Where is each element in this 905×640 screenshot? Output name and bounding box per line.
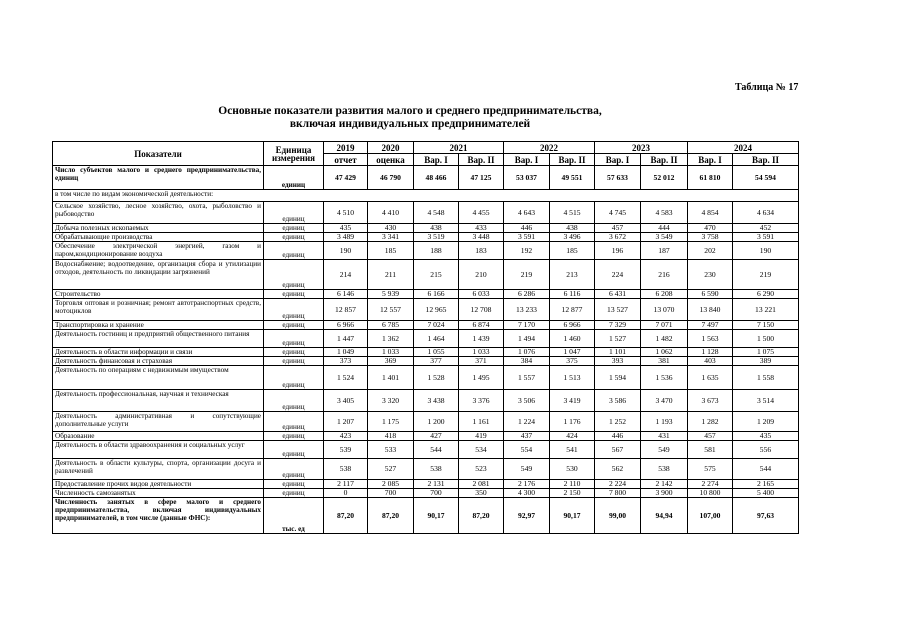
value-cell: 2 081 [459,480,504,489]
value-cell: 3 514 [733,390,799,412]
value-cell: 6 966 [324,321,368,330]
value-cell: 3 900 [641,489,688,498]
value-cell: 5 400 [733,489,799,498]
value-cell: 6 116 [550,290,595,299]
value-cell: 700 [368,489,414,498]
value-cell: 375 [550,357,595,366]
value-cell: 87,20 [324,498,368,534]
value-cell: 393 [595,357,641,366]
value-cell: 431 [641,432,688,441]
value-cell: 90,17 [550,498,595,534]
value-cell: 1 033 [368,348,414,357]
table-row [53,357,799,366]
value-cell: 1 500 [733,330,799,348]
value-cell: 446 [595,432,641,441]
header-year-2019: 2019 [324,142,368,154]
value-cell: 0 [324,489,368,498]
value-cell: 575 [688,459,733,480]
value-cell: 3 506 [504,390,550,412]
value-cell: 3 405 [324,390,368,412]
value-cell: 47 125 [459,166,504,190]
value-cell: 1 252 [595,412,641,432]
header-2022-var1: Вар. I [504,154,550,166]
value-cell: 13 527 [595,299,641,321]
unit-cell: единиц [264,480,324,489]
unit-cell: единиц [264,459,324,480]
table-row [53,498,799,534]
unit-cell: единиц [264,290,324,299]
value-cell: 1 635 [688,366,733,390]
section-row [53,190,799,202]
header-2024-var1: Вар. I [688,154,733,166]
value-cell: 3 758 [688,233,733,242]
value-cell: 6 874 [459,321,504,330]
header-2022-var2: Вар. II [550,154,595,166]
value-cell: 350 [459,489,504,498]
header-2023-var1: Вар. I [595,154,641,166]
unit-cell: единиц [264,166,324,190]
value-cell: 187 [641,242,688,260]
title-line-2: включая индивидуальных предпринимателей [289,118,531,130]
unit-cell: единиц [264,299,324,321]
value-cell: 384 [504,357,550,366]
table-row [53,459,799,480]
value-cell: 444 [641,224,688,233]
indicator-name: Строительство [53,290,264,299]
value-cell: 1 175 [368,412,414,432]
value-cell: 49 551 [550,166,595,190]
value-cell: 2 224 [595,480,641,489]
header-2023-var2: Вар. II [641,154,688,166]
value-cell: 190 [324,242,368,260]
value-cell: 94,94 [641,498,688,534]
indicator-name: Торговля оптовая и розничная; ремонт автотранспортных средств, мотоциклов [53,299,264,321]
value-cell: 1 209 [733,412,799,432]
value-cell: 423 [324,432,368,441]
value-cell: 544 [733,459,799,480]
value-cell: 2 110 [550,480,595,489]
value-cell: 2 150 [550,489,595,498]
value-cell: 211 [368,260,414,290]
value-cell: 3 341 [368,233,414,242]
value-cell: 437 [504,432,550,441]
indicator-name: Транспортировка и хранение [53,321,264,330]
value-cell: 107,00 [688,498,733,534]
value-cell: 533 [368,441,414,459]
unit-cell: тыс. ед [264,498,324,534]
value-cell: 457 [688,432,733,441]
value-cell: 3 586 [595,390,641,412]
value-cell: 92,97 [504,498,550,534]
value-cell: 61 810 [688,166,733,190]
value-cell: 1 128 [688,348,733,357]
value-cell: 87,20 [368,498,414,534]
value-cell: 1 049 [324,348,368,357]
table-row [53,412,799,432]
table-row [53,224,799,233]
value-cell: 530 [550,459,595,480]
value-cell: 1 482 [641,330,688,348]
value-cell: 13 233 [504,299,550,321]
value-cell: 1 075 [733,348,799,357]
value-cell: 7 071 [641,321,688,330]
value-cell: 6 966 [550,321,595,330]
value-cell: 438 [550,224,595,233]
value-cell: 6 146 [324,290,368,299]
value-cell: 46 790 [368,166,414,190]
value-cell: 381 [641,357,688,366]
value-cell: 700 [414,489,459,498]
value-cell: 1 524 [324,366,368,390]
value-cell: 419 [459,432,504,441]
value-cell: 3 470 [641,390,688,412]
value-cell: 7 170 [504,321,550,330]
value-cell: 556 [733,441,799,459]
value-cell: 6 166 [414,290,459,299]
value-cell: 4 410 [368,202,414,224]
indicator-name: Водоснабжение; водоотведение, организация сбора и утилизации отходов, деятельность по ликвидации загрязнений [53,260,264,290]
value-cell: 3 591 [504,233,550,242]
value-cell: 1 528 [414,366,459,390]
value-cell: 2 176 [504,480,550,489]
value-cell: 435 [324,224,368,233]
value-cell: 2 131 [414,480,459,489]
value-cell: 3 673 [688,390,733,412]
value-cell: 6 208 [641,290,688,299]
value-cell: 3 496 [550,233,595,242]
value-cell: 1 447 [324,330,368,348]
value-cell: 438 [414,224,459,233]
unit-cell: единиц [264,357,324,366]
value-cell: 224 [595,260,641,290]
indicator-name: Сельское хозяйство, лесное хозяйство, охота, рыболовство и рыбоводство [53,202,264,224]
table-number: Таблица № 17 [735,82,799,93]
value-cell: 7 329 [595,321,641,330]
value-cell: 4 643 [504,202,550,224]
value-cell: 4 455 [459,202,504,224]
table-row [53,233,799,242]
unit-cell: единиц [264,224,324,233]
table-row [53,260,799,290]
value-cell: 1 033 [459,348,504,357]
header-year-2024: 2024 [688,142,799,154]
indicator-name: Деятельность административная и сопутствующие дополнительные услуги [53,412,264,432]
value-cell: 185 [550,242,595,260]
value-cell: 1 401 [368,366,414,390]
value-cell: 97,63 [733,498,799,534]
table-row [53,242,799,260]
value-cell: 1 193 [641,412,688,432]
value-cell: 6 785 [368,321,414,330]
unit-cell: единиц [264,432,324,441]
value-cell: 48 466 [414,166,459,190]
header-2021-var1: Вар. I [414,154,459,166]
value-cell: 1 439 [459,330,504,348]
unit-cell: единиц [264,441,324,459]
value-cell: 1 536 [641,366,688,390]
value-cell: 1 362 [368,330,414,348]
value-cell: 190 [733,242,799,260]
unit-cell: единиц [264,390,324,412]
header-2024-var2: Вар. II [733,154,799,166]
value-cell: 7 497 [688,321,733,330]
value-cell: 6 286 [504,290,550,299]
value-cell: 538 [641,459,688,480]
value-cell: 10 800 [688,489,733,498]
indicator-name: Обрабатывающие производства [53,233,264,242]
value-cell: 403 [688,357,733,366]
table-row [53,390,799,412]
value-cell: 418 [368,432,414,441]
indicator-name: Число субъектов малого и среднего предпринимательства, единиц [53,166,264,190]
value-cell: 219 [504,260,550,290]
value-cell: 567 [595,441,641,459]
value-cell: 213 [550,260,595,290]
value-cell: 7 024 [414,321,459,330]
indicator-name: Деятельность гостиниц и предприятий общественного питания [53,330,264,348]
value-cell: 1 557 [504,366,550,390]
value-cell: 534 [459,441,504,459]
value-cell: 1 527 [595,330,641,348]
value-cell: 216 [641,260,688,290]
value-cell: 1 494 [504,330,550,348]
indicators-table [52,141,799,534]
value-cell: 215 [414,260,459,290]
value-cell: 87,20 [459,498,504,534]
header-year-2023: 2023 [595,142,688,154]
value-cell: 562 [595,459,641,480]
unit-cell: единиц [264,412,324,432]
value-cell: 54 594 [733,166,799,190]
value-cell: 7 800 [595,489,641,498]
value-cell: 452 [733,224,799,233]
indicator-name: Деятельность в области информации и связи [53,348,264,357]
title-line-1: Основные показатели развития малого и среднего предпринимательства, [218,105,602,117]
value-cell: 90,17 [414,498,459,534]
value-cell: 433 [459,224,504,233]
indicator-name: Образование [53,432,264,441]
table-row [53,166,799,190]
table-row [53,366,799,390]
value-cell: 1 460 [550,330,595,348]
value-cell: 549 [641,441,688,459]
value-cell: 183 [459,242,504,260]
value-cell: 554 [504,441,550,459]
value-cell: 12 857 [324,299,368,321]
value-cell: 3 549 [641,233,688,242]
unit-cell: единиц [264,202,324,224]
table-row [53,299,799,321]
unit-cell: единиц [264,489,324,498]
indicator-name: Предоставление прочих видов деятельности [53,480,264,489]
value-cell: 1 101 [595,348,641,357]
value-cell: 4 510 [324,202,368,224]
unit-cell: единиц [264,366,324,390]
value-cell: 1 076 [504,348,550,357]
value-cell: 99,00 [595,498,641,534]
value-cell: 196 [595,242,641,260]
indicator-name: Численность самозанятых [53,489,264,498]
unit-cell: единиц [264,242,324,260]
value-cell: 3 519 [414,233,459,242]
value-cell: 2 117 [324,480,368,489]
unit-cell: единиц [264,348,324,357]
indicator-name: Деятельность в области здравоохранения и социальных услуг [53,441,264,459]
value-cell: 1 513 [550,366,595,390]
value-cell: 13 840 [688,299,733,321]
value-cell: 4 515 [550,202,595,224]
header-report: отчет [324,154,368,166]
value-cell: 581 [688,441,733,459]
value-cell: 369 [368,357,414,366]
value-cell: 214 [324,260,368,290]
table-row [53,348,799,357]
value-cell: 6 033 [459,290,504,299]
value-cell: 188 [414,242,459,260]
value-cell: 12 708 [459,299,504,321]
value-cell: 1 282 [688,412,733,432]
value-cell: 1 047 [550,348,595,357]
indicator-name: Деятельность в области культуры, спорта, организации досуга и развлечений [53,459,264,480]
value-cell: 202 [688,242,733,260]
value-cell: 13 221 [733,299,799,321]
header-unit: Единица измерения [264,142,324,166]
value-cell: 6 590 [688,290,733,299]
value-cell: 1 200 [414,412,459,432]
value-cell: 457 [595,224,641,233]
value-cell: 52 012 [641,166,688,190]
value-cell: 2 165 [733,480,799,489]
value-cell: 538 [414,459,459,480]
indicator-name: Деятельность по операциям с недвижимым имуществом [53,366,264,390]
value-cell: 389 [733,357,799,366]
value-cell: 2 274 [688,480,733,489]
value-cell: 446 [504,224,550,233]
value-cell: 3 591 [733,233,799,242]
value-cell: 12 557 [368,299,414,321]
header-year-2020: 2020 [368,142,414,154]
value-cell: 1 224 [504,412,550,432]
value-cell: 430 [368,224,414,233]
value-cell: 549 [504,459,550,480]
value-cell: 13 070 [641,299,688,321]
table-row [53,480,799,489]
value-cell: 3 376 [459,390,504,412]
value-cell: 2 142 [641,480,688,489]
unit-cell: единиц [264,321,324,330]
value-cell: 4 300 [504,489,550,498]
document-title [150,105,670,131]
value-cell: 1 558 [733,366,799,390]
unit-cell: единиц [264,233,324,242]
value-cell: 1 495 [459,366,504,390]
unit-cell: единиц [264,330,324,348]
unit-cell: единиц [264,260,324,290]
value-cell: 4 854 [688,202,733,224]
value-cell: 4 634 [733,202,799,224]
value-cell: 1 594 [595,366,641,390]
table-row [53,321,799,330]
indicator-name: Деятельность профессиональная, научная и техническая [53,390,264,412]
value-cell: 1 055 [414,348,459,357]
indicator-name: Численность занятых в сфере малого и среднего предпринимательства, включая индивидуальных предпринимателей, в том числе (данные ФНС): [53,498,264,534]
value-cell: 435 [733,432,799,441]
value-cell: 12 965 [414,299,459,321]
table-row [53,290,799,299]
value-cell: 57 633 [595,166,641,190]
value-cell: 377 [414,357,459,366]
value-cell: 544 [414,441,459,459]
value-cell: 4 745 [595,202,641,224]
value-cell: 1 207 [324,412,368,432]
value-cell: 2 085 [368,480,414,489]
value-cell: 1 161 [459,412,504,432]
value-cell: 1 176 [550,412,595,432]
value-cell: 373 [324,357,368,366]
value-cell: 3 448 [459,233,504,242]
value-cell: 6 290 [733,290,799,299]
value-cell: 7 150 [733,321,799,330]
header-indicators: Показатели [53,142,264,166]
header-estimate: оценка [368,154,414,166]
value-cell: 210 [459,260,504,290]
value-cell: 1 464 [414,330,459,348]
value-cell: 4 548 [414,202,459,224]
value-cell: 53 037 [504,166,550,190]
table-row [53,330,799,348]
value-cell: 219 [733,260,799,290]
value-cell: 3 438 [414,390,459,412]
value-cell: 538 [324,459,368,480]
indicator-name: Добыча полезных ископаемых [53,224,264,233]
value-cell: 371 [459,357,504,366]
value-cell: 3 489 [324,233,368,242]
table-row [53,489,799,498]
value-cell: 1 563 [688,330,733,348]
indicator-name: в том числе по видам экономической деятельности: [53,190,799,202]
value-cell: 185 [368,242,414,260]
value-cell: 47 429 [324,166,368,190]
value-cell: 427 [414,432,459,441]
header-year-2021: 2021 [414,142,504,154]
value-cell: 230 [688,260,733,290]
header-2021-var2: Вар. II [459,154,504,166]
indicator-name: Деятельность финансовая и страховая [53,357,264,366]
value-cell: 12 877 [550,299,595,321]
value-cell: 4 583 [641,202,688,224]
indicator-name: Обеспечение электрической энергией, газом и паром,кондиционирование воздуха [53,242,264,260]
value-cell: 527 [368,459,414,480]
value-cell: 1 062 [641,348,688,357]
value-cell: 539 [324,441,368,459]
table-row [53,441,799,459]
value-cell: 3 419 [550,390,595,412]
value-cell: 3 672 [595,233,641,242]
value-cell: 3 320 [368,390,414,412]
value-cell: 192 [504,242,550,260]
value-cell: 6 431 [595,290,641,299]
value-cell: 541 [550,441,595,459]
table-row [53,432,799,441]
table-row [53,202,799,224]
table-body [53,166,799,534]
value-cell: 424 [550,432,595,441]
value-cell: 5 939 [368,290,414,299]
header-year-2022: 2022 [504,142,595,154]
value-cell: 470 [688,224,733,233]
value-cell: 523 [459,459,504,480]
